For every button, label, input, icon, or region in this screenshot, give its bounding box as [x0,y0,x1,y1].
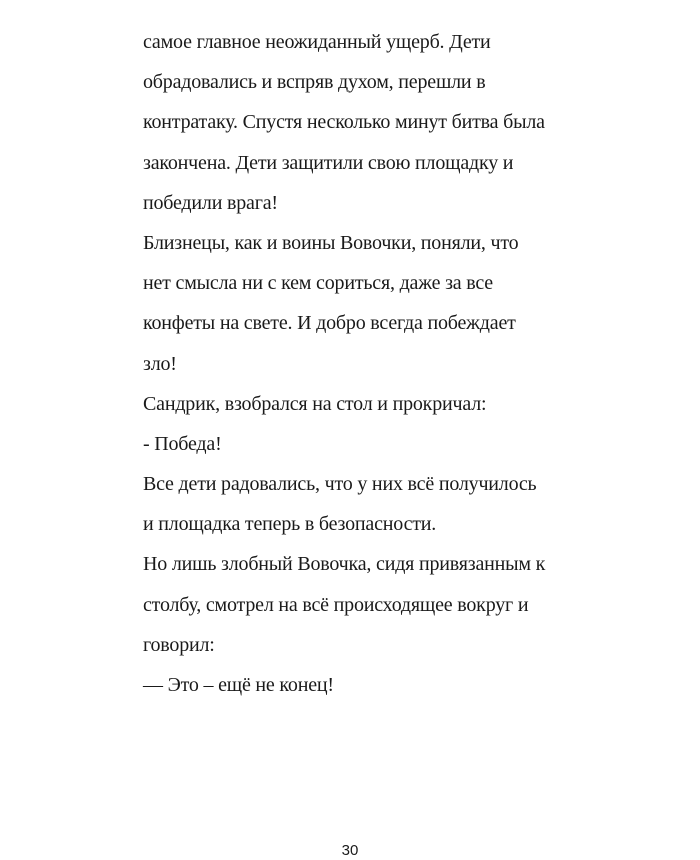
text-line: обрадовались и вспряв духом, перешли в [143,71,486,94]
text-line: самое главное неожиданный ущерб. Дети [143,31,491,53]
text-line: Все дети радовались, что у них всё получилось [143,473,537,496]
page-number: 30 [341,842,359,859]
text-line: столбу, смотрел на всё происходящее вокруг и [143,593,529,616]
body-text [143,22,663,705]
text-line: победили врага! [143,191,278,214]
text-line: зло! [143,352,177,375]
text-line: - Победа! [143,432,222,455]
text-line: и площадка теперь в безопасности. [143,513,437,536]
text-line: конфеты на свете. И добро всегда побеждает [143,312,516,335]
text-line: контратаку. Спустя несколько минут битва была [143,111,545,134]
text-line: Сандрик, взобрался на стол и прокричал: [143,392,487,415]
text-line: — Это – ещё не конец! [143,674,334,696]
text-line: закончена. Дети защитили свою площадку и [143,151,514,174]
text-line: Но лишь злобный Вовочка, сидя привязанным к [143,553,546,576]
text-line: Близнецы, как и воины Вовочки, поняли, что [143,231,519,254]
text-line: говорил: [143,633,215,656]
text-line: нет смысла ни с кем сориться, даже за все [143,272,493,295]
